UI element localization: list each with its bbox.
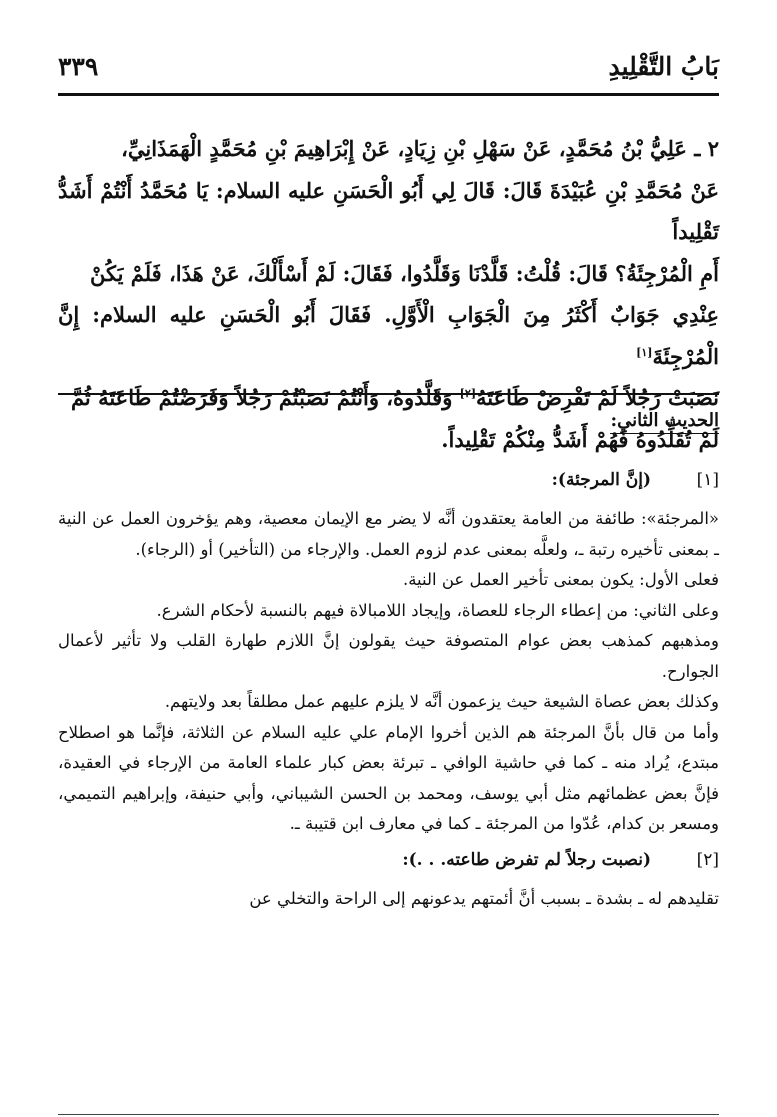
note-paragraph: تقليدهم له ـ بشدة ـ بسبب أنَّ أئمتهم يدعونهم إلى الراحة والتخلي عن: [249, 888, 719, 908]
note-heading: [58, 850, 719, 884]
hadith-line-text: وَقَلَّدُوهُ، وَأَنْتُمْ نَصَبْتُمْ رَجُلاً وَفَرَضْتُمْ طَاعَتَهُ ثُمَّ: [70, 385, 453, 410]
note-title: (إنَّ المرجئة):: [551, 470, 651, 490]
note-number: [٢]: [696, 849, 719, 870]
bottom-rule: [58, 1114, 719, 1115]
spacer: [58, 840, 719, 850]
hadith-line: لَمْ تُقَلِّدُوهُ فَهُمْ أَشَدُّ مِنْكُمْ تَقْلِيداً.: [441, 426, 719, 452]
note-number: [١]: [696, 470, 719, 490]
hadith-line: ٢ ـ عَلِيُّ بْنُ مُحَمَّدٍ، عَنْ سَهْلِ بْنِ زِيَادٍ، عَنْ إِبْرَاهِيمَ بْنِ مُحَمَّدٍ الْهَمَذَانِيِّ،: [121, 136, 719, 161]
footnote-ref-2[interactable]: [٢]: [459, 387, 477, 400]
note-paragraph: وكذلك بعض عصاة الشيعة حيث يزعمون أنَّه لا يلزم عليهم عمل مطلقاً بعد ولايتهم.: [164, 692, 719, 711]
note-paragraph: «المرجئة»: طائفة من العامة يعتقدون أنَّه لا يضر مع الإيمان معصية، وهم يؤخرون العمل عن النية ـ بمعنى تأخيره رتبة ـ، ولعلَّه بمعنى عدم لزوم العمل. والإرجاء من (التأخير) أو (الرجاء).: [58, 509, 719, 559]
section-title: الحديث الثاني:: [610, 410, 719, 434]
note-paragraph: ومذهبهم كمذهب بعض عوام المتصوفة حيث يقولون إنَّ اللازم طهارة القلب ولا تأثير لأعمال الجوارح.: [58, 631, 719, 681]
header-rule: [58, 93, 719, 96]
page-header: [58, 52, 719, 92]
note-heading: [58, 470, 719, 504]
hadith-line: [58, 294, 719, 377]
footnote-ref-1[interactable]: [١]: [636, 345, 653, 359]
hadith-line: أَمِ الْمُرْجِئَةُ؟ قَالَ: قُلْتُ: قَلَّدْنَا وَقَلَّدُوا، فَقَالَ: لَمْ أَسْأَلْكَ، عَنْ هَذَا، فَلَمْ يَكُنْ: [90, 260, 719, 286]
note-paragraph: فعلى الأول: يكون بمعنى تأخير العمل عن النية.: [402, 570, 719, 589]
hadith-line-text: نَصَبَتْ رَجُلاً لَمْ تَفْرِضْ طَاعَتَهُ: [476, 385, 719, 410]
note-title: (نصبت رجلاً لم تفرض طاعته. . .):: [402, 849, 651, 870]
page-number: ٣٣٩: [58, 52, 99, 81]
hadith-line-text: عِنْدِي جَوَابٌ أَكْثَرُ مِنَ الْجَوَابِ الْأَوَّلِ. فَقَالَ أَبُو الْحَسَنِ عليه السلام: إِنَّ الْمُرْجِئَةَ: [58, 302, 719, 369]
commentary: [58, 470, 719, 914]
running-title: بَابُ التَّقْلِيدِ: [608, 52, 719, 81]
text-separator: [58, 393, 719, 395]
note-paragraph: وأما من قال بأنَّ المرجئة هم الذين أخروا الإمام علي عليه السلام عن الثلاثة، فإنَّما هو اصطلاح مبتدع، يُراد منه ـ كما في حاشية الوافي ـ تبرئة بعض كبار علماء العامة من الإرجاء في العقيدة، فإنَّ بعض عظمائهم مثل أبي يوسف، ومحمد بن الحسن الشيباني، وأبي حنيفة، وإبراهيم التميمي، ومسعر بن كدام، عُدّوا من المرجئة ـ كما في معارف ابن قتيبة ـ.: [58, 722, 719, 833]
note-paragraph: وعلى الثاني: من إعطاء الرجاء للعصاة، وإيجاد اللامبالاة فيهم بالنسبة لأحكام الشرع.: [156, 600, 719, 620]
hadith-line: عَنْ مُحَمَّدِ بْنِ عُبَيْدَةَ قَالَ: قَالَ لِي أَبُو الْحَسَنِ عليه السلام: يَا مُحَمَّدُ أَنْتُمْ أَشَدُّ تَقْلِيداً: [58, 177, 719, 244]
